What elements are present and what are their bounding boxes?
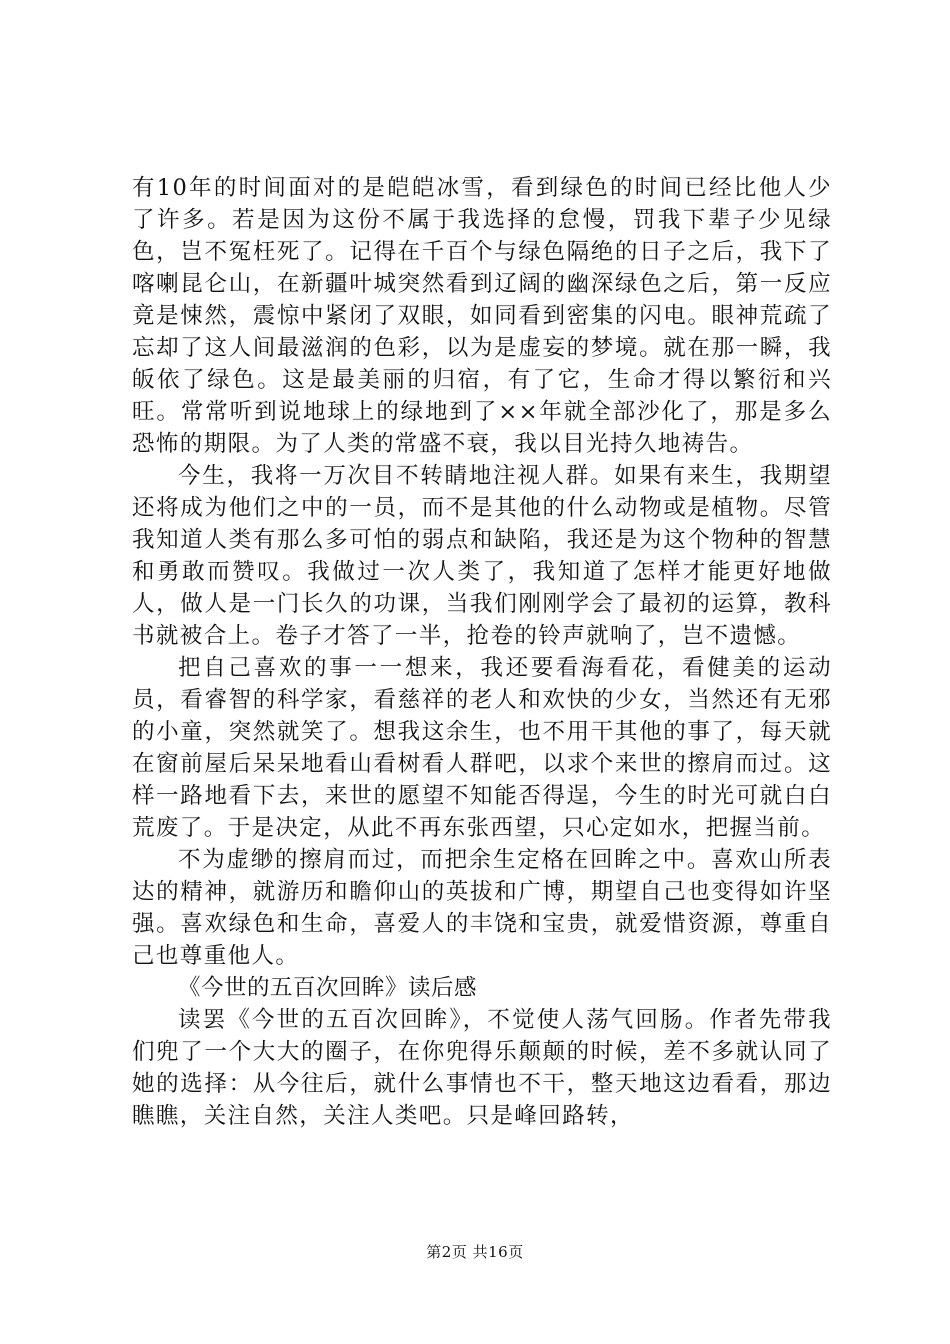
paragraph-3: 把自己喜欢的事一一想来，我还要看海看花，看健美的运动员，看睿智的科学家，看慈祥的老人和欢快的少女，当然还有无邪的小童，突然就笑了。想我这余生，也不用干其他的事了，每天就在窗前屋后呆呆地看山看树看人群吧，以求个来世的擦肩而过。这样一路地看下去，来世的愿望不知能否得逞，今生的时光可就白白荒废了。于是决定，从此不再东张西望，只心定如水，把握当前。 (132, 655, 832, 841)
page-footer: 第2页 共16页 (426, 1243, 524, 1261)
paragraph-1: 有10年的时间面对的是皑皑冰雪，看到绿色的时间已经比他人少了许多。若是因为这份不属于我选择的怠慢，罚我下辈子少见绿色，岂不冤枉死了。记得在千百个与绿色隔绝的日子之后，我下了喀喇昆仑山，在新疆叶城突然看到辽阔的幽深绿色之后，第一反应竟是悚然，震惊中紧闭了双眼，如同看到密集的闪电。眼神荒疏了忘却了这人间最滋润的色彩，以为是虚妄的梦境。就在那一瞬，我皈依了绿色。这是最美丽的归宿，有了它，生命才得以繁衍和兴旺。常常听到说地球上的绿地到了××年就全部沙化了，那是多么恐怖的期限。为了人类的常盛不衰，我以目光持久地祷告。 (132, 175, 832, 457)
paragraph-2: 今生，我将一万次目不转睛地注视人群。如果有来生，我期望还将成为他们之中的一员，而不是其他的什么动物或是植物。尽管我知道人类有那么多可怕的弱点和缺陷，我还是为这个物种的智慧和勇敢而赞叹。我做过一次人类了，我知道了怎样才能更好地做人，做人是一门长久的功课，当我们刚刚学会了最初的运算，教科书就被合上。卷子才答了一半，抢卷的铃声就响了，岂不遗憾。 (132, 463, 832, 649)
section-heading: 《今世的五百次回眸》读后感 (178, 975, 478, 1001)
paragraph-5: 读罢《今世的五百次回眸》，不觉使人荡气回肠。作者先带我们兜了一个大大的圈子，在你兜得乐颠颠的时候，差不多就认同了她的选择：从今往后，就什么事情也不干，整天地这边看看，那边瞧瞧，关注自然，关注人类吧。只是峰回路转， (132, 1007, 832, 1129)
document-body (132, 172, 832, 1132)
paragraph-4: 不为虚缈的擦肩而过，而把余生定格在回眸之中。喜欢山所表达的精神，就游历和瞻仰山的英拔和广博，期望自己也变得如许坚强。喜欢绿色和生命，喜爱人的丰饶和宝贵，就爱惜资源，尊重自己也尊重他人。 (132, 847, 832, 969)
